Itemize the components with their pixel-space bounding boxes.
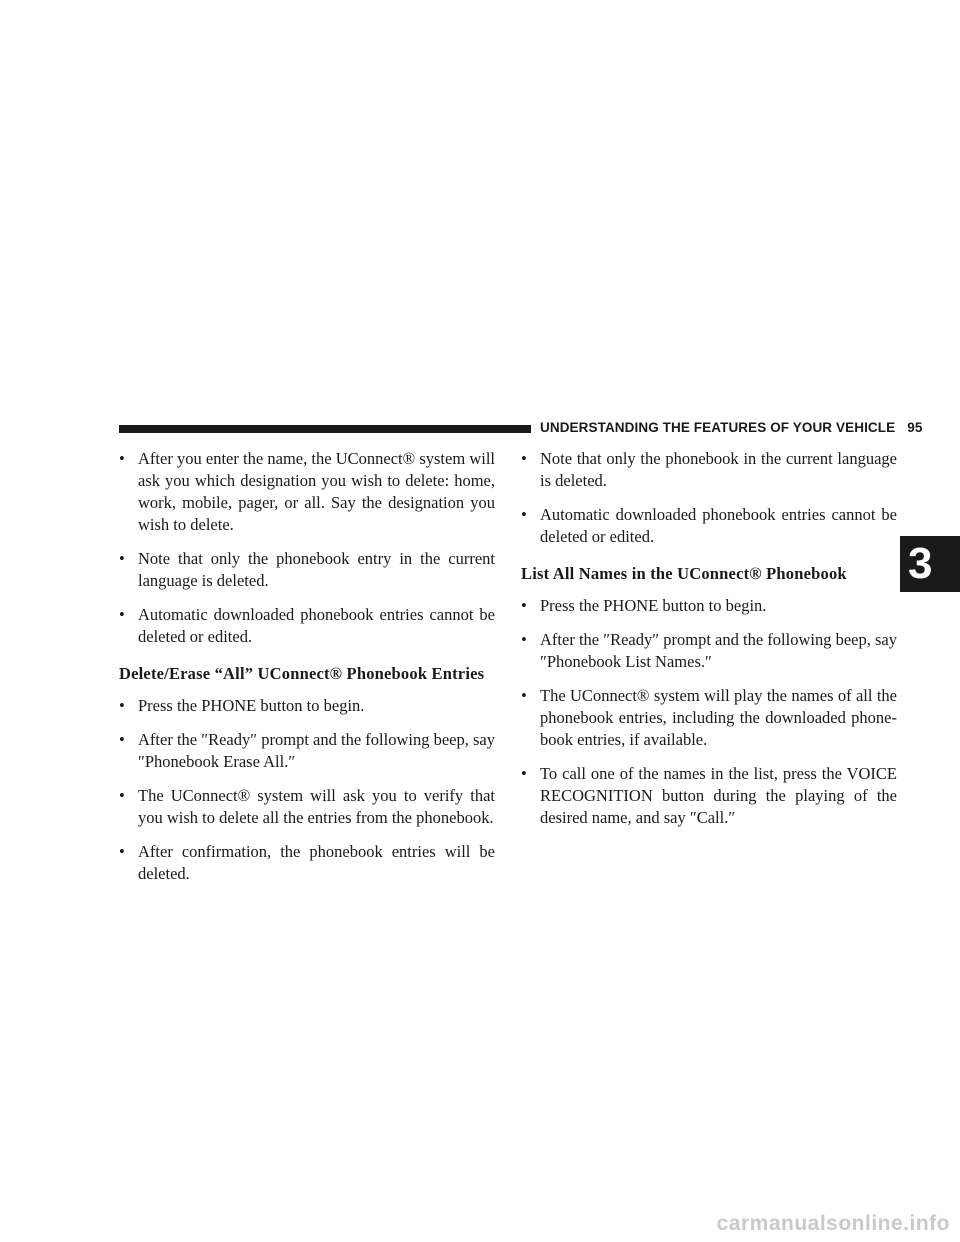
bullet-item: • Automatic downloaded phonebook entries cannot be deleted or edited. xyxy=(119,604,495,648)
bullet-item: • Note that only the phonebook in the current language is deleted. xyxy=(521,448,897,492)
section-heading: Delete/Erase “All” UConnect® Phonebook Entries xyxy=(119,664,485,683)
page-number: 95 xyxy=(907,420,923,435)
bullet-item: • The UConnect® system will ask you to verify that you wish to delete all the entries from the phonebook. xyxy=(119,785,495,829)
bullet-item: • After you enter the name, the UConnect® system will ask you which designation you wish to delete: home, work, mobile, pager, or all. Say the designation you wish to delete. xyxy=(119,448,495,536)
bullet-item: • Press the PHONE button to begin. xyxy=(521,595,897,617)
section-title: UNDERSTANDING THE FEATURES OF YOUR VEHICLE xyxy=(540,420,896,435)
bullet-item: • Note that only the phonebook entry in the current language is deleted. xyxy=(119,548,495,592)
bullet-item: • After the ″Ready″ prompt and the following beep, say ″Phonebook List Names.″ xyxy=(521,629,897,673)
bullet-item: • To call one of the names in the list, press the VOICE RECOGNITION button during the playing of the desired name, and say ″Call.″ xyxy=(521,763,897,829)
running-header xyxy=(540,420,922,435)
bullet-item: • The UConnect® system will play the names of all the phonebook entries, including the downloaded phone-book entries, if available. xyxy=(521,685,897,751)
header-rule xyxy=(119,425,531,433)
watermark: carmanualsonline.info xyxy=(716,1212,950,1235)
section-heading: List All Names in the UConnect® Phonebook xyxy=(521,564,847,583)
left-column xyxy=(119,448,495,897)
bullet-item: • After the ″Ready″ prompt and the following beep, say ″Phonebook Erase All.″ xyxy=(119,729,495,773)
right-column xyxy=(521,448,897,841)
bullet-item: • Press the PHONE button to begin. xyxy=(119,695,495,717)
bullet-item: • After confirmation, the phonebook entries will be deleted. xyxy=(119,841,495,885)
bullet-item: • Automatic downloaded phonebook entries cannot be deleted or edited. xyxy=(521,504,897,548)
chapter-tab: 3 xyxy=(900,536,960,592)
